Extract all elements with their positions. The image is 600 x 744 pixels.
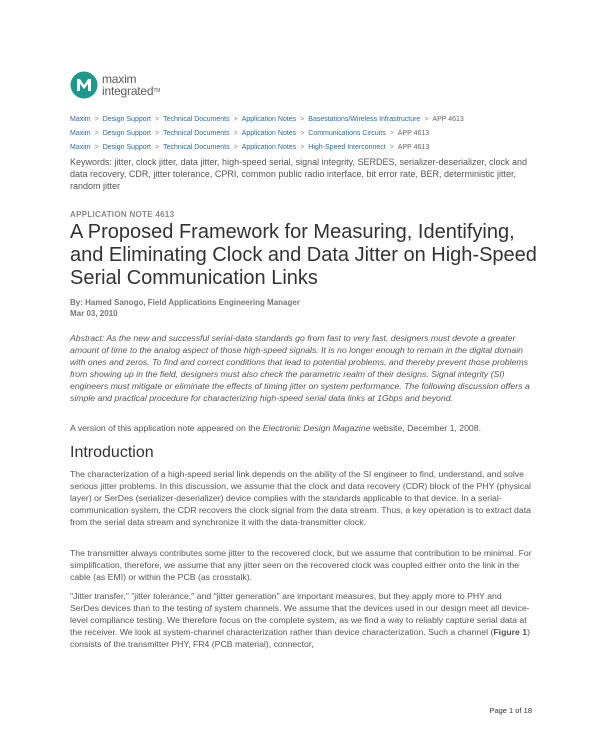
abstract: Abstract: As the new and successful serial-data standards go from fast to very fast, designers must devote a greater amount of time to the analog aspect of those high-speed signals. It is no longer enough to remain in the digital domain with ones and zeros. To find and correct conditions that lead to potential problems, and thereby prevent those problems from showing up in the field, designers must also check the parametric realm of their designs. Signal integrity (SI) engineers must mitigate or eliminate the effects of timing jitter on system performance. The following discussion offers a simple and practical procedure for characterizing high-speed serial data links at 1Gbps and beyond. (70, 333, 530, 403)
breadcrumb-link[interactable]: Maxim (70, 130, 91, 137)
author: By: Hamed Sanogo, Field Applications Engineering Manager (70, 298, 300, 307)
publish-date: Mar 03, 2010 (70, 309, 118, 318)
breadcrumb-current: APP 4613 (397, 130, 430, 137)
breadcrumb (70, 141, 540, 155)
breadcrumb-link[interactable]: Application Notes (241, 116, 297, 123)
figure-reference[interactable]: Figure 1 (493, 627, 528, 637)
keywords: Keywords: jitter, clock jitter, data jitter, high-speed serial, signal integrity, SERDES, serializer-deserializer, clock and data recovery, CDR, jitter tolerance, CPRI, common public radio interface, bit error rate, BER, deterministic jitter, random jitter (70, 157, 528, 191)
breadcrumb-current: APP 4613 (432, 116, 464, 123)
breadcrumb-link[interactable]: Application Notes (241, 144, 297, 151)
breadcrumb-separator: > (154, 116, 160, 123)
breadcrumb-current: APP 4613 (397, 144, 430, 151)
version-note-tail: website, December 1, 2008. (370, 423, 481, 433)
logo-name-line1: maxim (102, 72, 137, 86)
breadcrumb-link[interactable]: Communications Circuits (308, 130, 386, 137)
application-note-label: APPLICATION NOTE 4613 (70, 210, 175, 219)
breadcrumb (70, 113, 540, 127)
paragraph: The transmitter always contributes some jitter to the recovered clock, but we assume that contribution to be minimal. For simplification, therefore, we assume that any jitter seen on the recovered clock was coupled either onto the link in the cable (as EMI) or within the PCB (as crosstalk). (70, 548, 532, 582)
breadcrumb-separator: > (154, 130, 160, 137)
breadcrumb-link[interactable]: Technical Documents (163, 130, 230, 137)
maxim-logo-icon (70, 71, 98, 99)
logo-name-line2: integrated™ (102, 84, 161, 98)
byline (70, 297, 300, 319)
paragraph: "Jitter transfer," "jitter tolerance," and "jitter generation" are important measures, but they apply more to PHY and SerDes devices than to the testing of system channels. We assume that the devices used in our design meet all device-level compliance testing. We therefore focus on the complete system, as we find a way to reliably capture serial data at the receiver. We look at system-channel characterization rather than device characterization. Such a channel (Figure 1) consists of the transmitter PHY, FR4 (PCB material), connector, (70, 591, 531, 649)
breadcrumb-separator: > (300, 116, 305, 123)
breadcrumb-link[interactable]: Technical Documents (163, 116, 230, 123)
breadcrumb-separator: > (94, 144, 99, 151)
breadcrumb-separator: > (94, 130, 99, 137)
breadcrumb-separator: > (154, 144, 160, 151)
logo-wordmark (102, 73, 160, 97)
breadcrumb-separator: > (389, 144, 394, 151)
breadcrumb-separator: > (94, 116, 99, 123)
maxim-logo[interactable] (70, 70, 160, 100)
breadcrumb-separator: > (300, 144, 305, 151)
section-heading-introduction: Introduction (70, 444, 154, 461)
version-note-text: A version of this application note appeared on the (70, 423, 263, 433)
breadcrumb-separator: > (389, 130, 394, 137)
breadcrumb-link[interactable]: Application Notes (241, 130, 297, 137)
breadcrumb-link[interactable]: Basestations/Wireless Infrastructure (308, 116, 421, 123)
version-note (70, 422, 540, 434)
breadcrumb-link[interactable]: Design Support (102, 144, 151, 151)
publication-name: Electronic Design Magazine (262, 423, 371, 433)
breadcrumb-link[interactable]: High-Speed Interconnect (308, 144, 386, 151)
breadcrumb-link[interactable]: Technical Documents (163, 144, 230, 151)
breadcrumb-list (70, 113, 540, 155)
breadcrumb-separator: > (424, 116, 429, 123)
breadcrumb-link[interactable]: Design Support (102, 116, 151, 123)
breadcrumb-separator: > (233, 116, 238, 123)
page-title: A Proposed Framework for Measuring, Identifying, and Eliminating Clock and Data Jitter on High-Speed Serial Communication Links (70, 221, 537, 289)
breadcrumb-link[interactable]: Maxim (70, 116, 91, 123)
breadcrumb (70, 127, 540, 141)
breadcrumb-link[interactable]: Maxim (70, 144, 91, 151)
page-number: Page 1 of 18 (489, 706, 532, 715)
paragraph: The characterization of a high-speed serial link depends on the ability of the SI engineer to find, understand, and solve serious jitter problems. In this discussion, we assume that the clock and data recovery (CDR) block of the PHY (physical layer) or SerDes (serializer-deserializer) device complies with the standards applicable to that device. In a serial-communication system, the CDR recovers the clock signal from the data stream. Thus, a key operation is to extract data from the serial data stream and synchronize it with the data-transmitter clock. (70, 469, 531, 527)
breadcrumb-link[interactable]: Design Support (102, 130, 151, 137)
trademark-mark: TM (153, 88, 161, 94)
breadcrumb-separator: > (300, 130, 305, 137)
breadcrumb-separator: > (233, 144, 238, 151)
breadcrumb-separator: > (233, 130, 238, 137)
